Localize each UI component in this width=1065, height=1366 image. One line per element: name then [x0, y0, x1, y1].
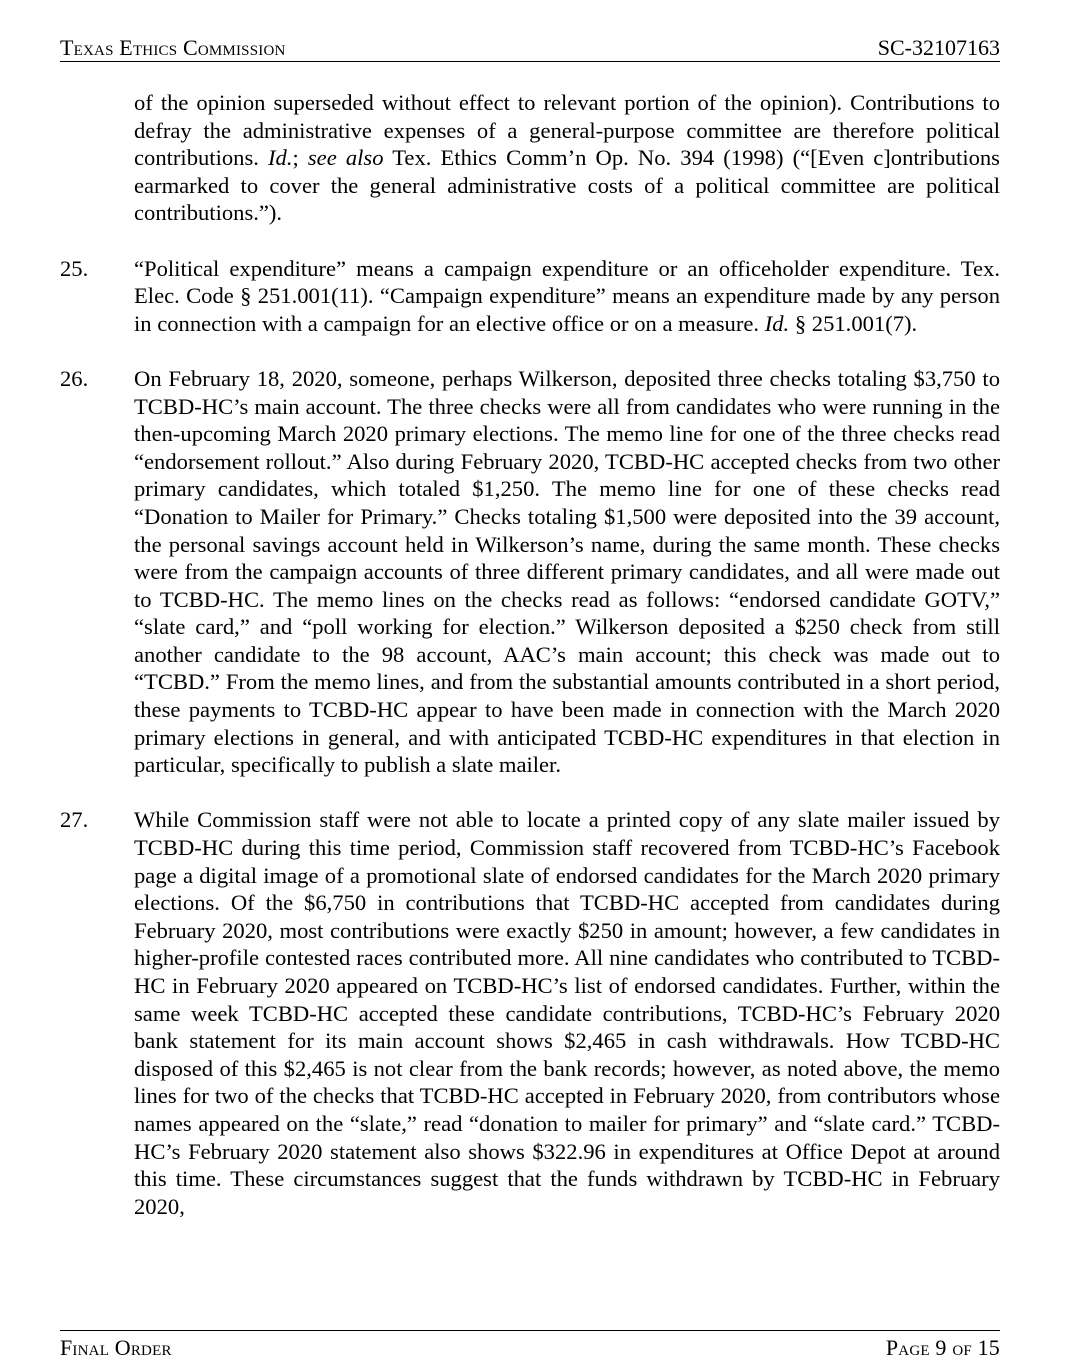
continuation-paragraph [134, 89, 1000, 227]
paragraph-text: On February 18, 2020, someone, perhaps Wilkerson, deposited three checks totaling $3,750 to TCBD-HC’s main account. The three checks were all from candidates who were running in the then-upcoming March 2020 primary elections. The memo line for one of the three checks read “endorsement rollout.” Also during February 2020, TCBD-HC accepted checks from two other primary candidates, which totaled $1,250. The memo line for one of these checks read “Donation to Mailer for Primary.” Checks totaling $1,500 were deposited into the 39 account, the personal savings account held in Wilkerson’s name, during the same month. These checks were from the campaign accounts of three different primary candidates, and all were made out to TCBD-HC. The memo lines on the checks read as follows: “endorsed candidate GOTV,” “slate card,” and “poll working for election.” Wilkerson deposited a $250 check from still another candidate to the 98 account, AAC’s main account; this check was made out to “TCBD.” From the memo lines, and from the substantial amounts contributed in a short period, these payments to TCBD-HC appear to have been made in connection with the March 2020 primary elections in general, and with anticipated TCBD-HC expenditures in that election in particular, specifically to publish a slate mailer. [134, 365, 1000, 778]
paragraph-27 [60, 806, 1000, 1220]
paragraph-25-text-b: § 251.001(7). [789, 310, 918, 336]
document-body [60, 89, 1000, 1248]
citation-id: Id. [764, 310, 790, 336]
paragraph-26 [60, 365, 1000, 779]
paragraph-25-text-a: “Political expenditure” means a campaign expenditure or an officeholder expenditure. Tex. Elec. Code § 251.001(11). “Campaign expenditure” means an expenditure made by any person in connection with a campaign for an elective office or on a measure. [134, 255, 1000, 336]
page-header [60, 35, 1000, 62]
citation-see-also: see also [307, 145, 384, 171]
continuation-text-b: ; [292, 145, 308, 171]
agency-name: Texas Ethics Commission [60, 35, 286, 60]
paragraph-text: While Commission staff were not able to locate a printed copy of any slate mailer issued by TCBD-HC during this time period, Commission staff recovered from TCBD-HC’s Facebook page a digital image of a promotional slate of endorsed candidates for the March 2020 primary elections. Of the $6,750 in contributions that TCBD-HC accepted from candidates during February 2020, most contributions were exactly $250 in amount; however, a few candidates in higher-profile contested races contributed more. All nine candidates who contributed to TCBD-HC in February 2020 appeared on TCBD-HC’s list of endorsed candidates. Further, within the same week TCBD-HC accepted these candidate contributions, TCBD-HC’s February 2020 bank statement for its main account shows $2,465 in cash withdrawals. How TCBD-HC disposed of this $2,465 is not clear from the bank records; however, as noted above, the memo lines for two of the checks that TCBD-HC accepted in February 2020, from contributors whose names appeared on the “slate,” read “donation to mailer for primary” and “slate card.” TCBD-HC’s February 2020 statement also shows $322.96 in expenditures at Office Depot at around this time. These circumstances suggest that the funds withdrawn by TCBD-HC in February 2020, [134, 807, 1000, 1219]
continuation-text-c: Tex. Ethics Comm’n Op. No. 394 (1998) (“[Even c]ontributions earmarked to cover the general administrative costs of a political committee are political contributions.”). [134, 145, 1000, 226]
page-footer [60, 1330, 1000, 1361]
paragraph-number: 25. [60, 255, 89, 281]
paragraph-25 [60, 255, 1000, 338]
continuation-text-a: of the opinion superseded without effect to relevant portion of the opinion). Contributions to defray the administrative expenses of a general-purpose committee are therefore political contributions. [134, 90, 1000, 171]
document-title: Final Order [60, 1335, 172, 1360]
paragraph-number: 27. [60, 807, 89, 833]
page-number: Page 9 of 15 [885, 1335, 1000, 1360]
paragraph-number: 26. [60, 365, 89, 391]
citation-id: Id. [268, 145, 293, 171]
paragraph-text [134, 255, 1000, 338]
case-number: SC-32107163 [877, 35, 1000, 60]
